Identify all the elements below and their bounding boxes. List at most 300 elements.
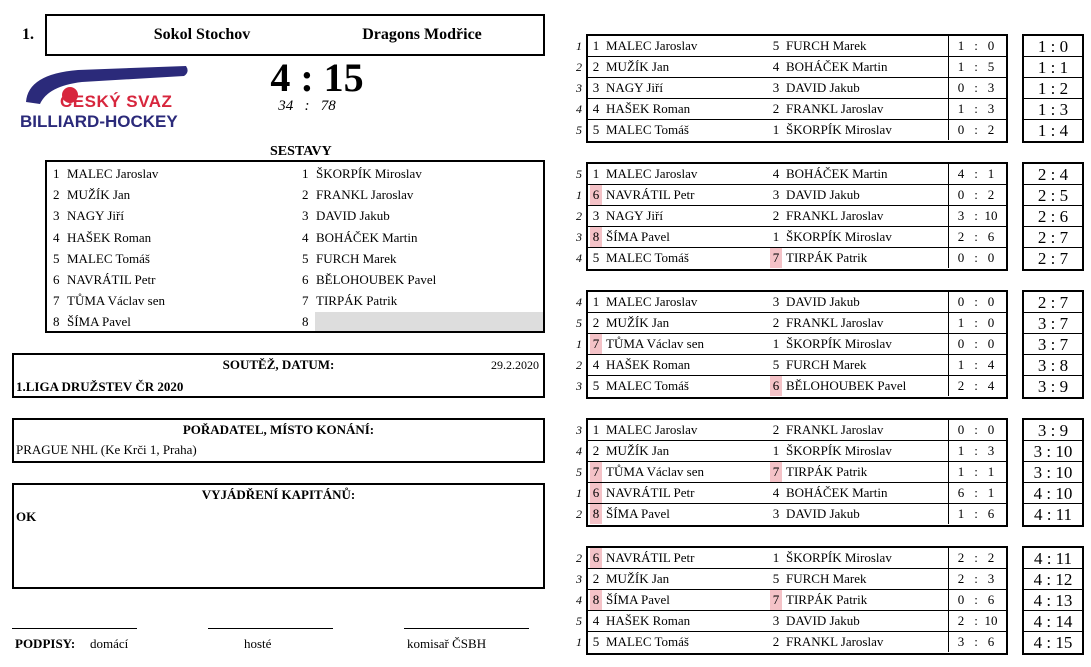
home-player-number: 8: [590, 504, 602, 524]
home-player-name: NAVRÁTIL Petr: [606, 550, 695, 565]
game-score-colon: :: [974, 229, 978, 244]
player-number: 7: [302, 293, 309, 309]
home-player: [590, 78, 663, 98]
round-cumulative-box: [1022, 162, 1084, 271]
game-score-home: 0: [957, 250, 965, 265]
game-score-away: 4: [987, 378, 995, 393]
game-score-colon: :: [974, 336, 978, 351]
round-cumulative-box: [1022, 418, 1084, 527]
cumulative-score: 2 : 7: [1024, 227, 1082, 248]
away-player-name: FRANKL Jaroslav: [786, 634, 884, 649]
home-player-number: 5: [592, 122, 600, 137]
game-score-away: 4: [987, 357, 995, 372]
game-row: [588, 313, 1006, 334]
round-games-box: [586, 418, 1008, 527]
home-team-name: Sokol Stochov: [153, 26, 251, 43]
rotation-number: 5: [576, 465, 582, 479]
rotation-number: 5: [576, 167, 582, 181]
away-player-name: FURCH Marek: [786, 571, 867, 586]
game-row: [588, 590, 1006, 611]
game-score-away: 5: [987, 59, 995, 74]
away-player-name: DAVID Jakub: [786, 294, 860, 309]
player-name: TŮMA Václav sen: [67, 293, 165, 309]
rotation-number: 3: [576, 379, 582, 393]
away-lineup-row: [302, 248, 397, 269]
player-name: BĚLOHOUBEK Pavel: [316, 272, 437, 287]
away-player: [770, 334, 892, 354]
away-lineup-row: [302, 227, 417, 248]
match-date: 29.2.2020: [491, 358, 539, 372]
game-score-away: 6: [987, 634, 995, 649]
away-player: [770, 611, 860, 631]
game-score-colon: :: [974, 443, 978, 458]
home-player-number: 7: [590, 462, 602, 482]
game-score-away: 0: [987, 250, 995, 265]
rotation-number: 2: [576, 60, 582, 74]
rotation-number: 1: [576, 635, 582, 649]
game-score-colon: :: [974, 59, 978, 74]
home-player: [590, 185, 694, 205]
rotation-number: 5: [576, 123, 582, 137]
round-games-box: [586, 546, 1008, 655]
game-score-away: 2: [987, 550, 995, 565]
cumulative-score: 2 : 4: [1024, 164, 1082, 185]
game-score-away: 0: [987, 294, 995, 309]
cumulative-score: 3 : 7: [1024, 313, 1082, 334]
game-score-away: 0: [987, 422, 995, 437]
rotation-number: 3: [576, 81, 582, 95]
home-player-number: 5: [592, 250, 600, 265]
signature-away-label: hosté: [244, 636, 272, 651]
organizer-title: POŘADATEL, MÍSTO KONÁNÍ:: [182, 422, 375, 437]
home-lineup-row: [53, 227, 151, 248]
away-player: [770, 248, 867, 268]
game-score-colon: :: [974, 485, 978, 500]
game-score-home: 2: [957, 571, 965, 586]
away-player-name: TIRPÁK Patrik: [786, 592, 868, 607]
captains-title: VYJÁDŘENÍ KAPITÁNŮ:: [201, 487, 356, 502]
game-score-away: 0: [987, 336, 995, 351]
game-score-home: 1: [957, 38, 965, 53]
home-player-name: HAŠEK Roman: [606, 101, 691, 116]
away-player-name: FRANKL Jaroslav: [786, 422, 884, 437]
home-player-number: 6: [590, 483, 602, 503]
rotation-number: 4: [576, 444, 582, 458]
home-player: [590, 462, 704, 482]
away-player-number: 2: [772, 101, 780, 116]
home-player-name: HAŠEK Roman: [606, 357, 691, 372]
away-lineup-row: [302, 163, 422, 184]
game-score-home: 0: [957, 336, 965, 351]
goal-score-home: 34: [278, 98, 294, 114]
home-player-number: 4: [592, 357, 600, 372]
game-score-home: 1: [957, 443, 965, 458]
lineups-title: SESTAVY: [270, 144, 332, 159]
rotation-number: 2: [576, 507, 582, 521]
game-score-colon: :: [974, 378, 978, 393]
cumulative-score: 2 : 6: [1024, 206, 1082, 227]
away-player: [770, 227, 892, 247]
away-player-number: 1: [772, 443, 780, 458]
game-score-away: 2: [987, 122, 995, 137]
home-player: [590, 611, 690, 631]
cumulative-score: 4 : 14: [1024, 611, 1082, 632]
game-score-colon: :: [974, 613, 978, 628]
away-player-name: TIRPÁK Patrik: [786, 464, 868, 479]
game-score-away: 2: [987, 187, 995, 202]
away-player-number: 3: [772, 80, 780, 95]
home-lineup-row: [53, 269, 155, 290]
away-player-name: FURCH Marek: [786, 357, 867, 372]
home-lineup-row: [53, 290, 165, 311]
cumulative-score: 3 : 10: [1024, 441, 1082, 462]
rotation-number: 5: [576, 614, 582, 628]
player-name: TIRPÁK Patrik: [316, 293, 398, 309]
home-player: [590, 206, 663, 226]
game-score-colon: :: [974, 80, 978, 95]
home-player: [590, 355, 690, 375]
home-player-name: NAGY Jiří: [606, 80, 663, 95]
away-player-number: 6: [770, 376, 782, 396]
player-number: 3: [53, 208, 60, 224]
away-player-number: 2: [772, 422, 780, 437]
competition-box: [12, 353, 545, 398]
home-player-name: MALEC Tomáš: [606, 250, 689, 265]
home-player-name: ŠÍMA Pavel: [606, 229, 670, 244]
away-player-number: 7: [770, 590, 782, 610]
home-player: [590, 99, 690, 119]
game-score-home: 2: [957, 550, 965, 565]
away-player-number: 5: [772, 571, 780, 586]
home-player-name: NAVRÁTIL Petr: [606, 187, 695, 202]
game-row: [588, 483, 1006, 504]
game-score-home: 2: [957, 613, 965, 628]
away-player: [770, 99, 883, 119]
game-score-colon: :: [974, 357, 978, 372]
game-score-colon: :: [974, 38, 978, 53]
away-player: [770, 164, 887, 184]
rotation-number: 2: [576, 551, 582, 565]
signature-line-commissioner: [404, 628, 529, 629]
player-name: BOHÁČEK Martin: [316, 229, 418, 245]
game-score-away: 0: [987, 38, 995, 53]
game-score-colon: :: [974, 166, 978, 181]
game-score-home: 1: [957, 101, 965, 116]
away-player: [770, 504, 860, 524]
game-score-home: 1: [957, 315, 965, 330]
captains-value: OK: [16, 509, 37, 524]
rotation-number: 1: [576, 39, 582, 53]
game-score-colon: :: [974, 208, 978, 223]
game-score-away: 6: [987, 229, 995, 244]
away-player-number: 1: [772, 336, 780, 351]
game-score-colon: :: [974, 592, 978, 607]
game-score-away: 3: [987, 571, 995, 586]
home-player-name: MALEC Tomáš: [606, 378, 689, 393]
away-player-number: 5: [772, 357, 780, 372]
away-player-name: ŠKORPÍK Miroslav: [786, 443, 892, 458]
signature-commissioner-label: komisař ČSBH: [407, 636, 487, 651]
away-player-number: 2: [772, 208, 780, 223]
round-cumulative-box: [1022, 34, 1084, 143]
rotation-number: 3: [576, 572, 582, 586]
game-score-away: 3: [987, 101, 995, 116]
home-player-number: 2: [592, 571, 600, 586]
game-row: [588, 36, 1006, 57]
signature-line-home: [12, 628, 137, 629]
away-player-number: 3: [772, 187, 780, 202]
game-score-home: 1: [957, 357, 965, 372]
home-player-name: MUŽÍK Jan: [606, 443, 670, 458]
game-score-colon: :: [974, 187, 978, 202]
signature-line-away: [208, 628, 333, 629]
away-player-name: BOHÁČEK Martin: [786, 166, 888, 181]
away-player: [770, 78, 860, 98]
round-games-box: [586, 162, 1008, 271]
away-player-name: DAVID Jakub: [786, 613, 860, 628]
logo-text-bottom: BILLIARD-HOCKEY: [20, 112, 178, 131]
home-player-name: MALEC Tomáš: [606, 634, 689, 649]
home-player-name: NAGY Jiří: [606, 208, 663, 223]
cumulative-score: 1 : 2: [1024, 78, 1082, 99]
home-player-number: 1: [592, 38, 600, 53]
game-score-home: 6: [957, 485, 965, 500]
home-player: [590, 57, 669, 77]
game-score-home: 0: [957, 122, 965, 137]
cumulative-score: 1 : 0: [1024, 36, 1082, 57]
rotation-number: 1: [576, 486, 582, 500]
away-player: [770, 206, 883, 226]
game-score-away: 3: [987, 80, 995, 95]
home-player-name: MUŽÍK Jan: [606, 571, 670, 586]
game-score-away: 6: [987, 506, 995, 521]
home-player: [590, 313, 669, 333]
player-number: 8: [53, 314, 60, 330]
game-row: [588, 334, 1006, 355]
game-score-away: 3: [987, 443, 995, 458]
away-player-number: 5: [772, 38, 780, 53]
player-number: 7: [53, 293, 60, 309]
game-row: [588, 355, 1006, 376]
cumulative-score: 4 : 10: [1024, 483, 1082, 504]
home-player-name: MUŽÍK Jan: [606, 59, 670, 74]
home-player-number: 4: [592, 613, 600, 628]
home-player-name: NAVRÁTIL Petr: [606, 485, 695, 500]
away-player: [770, 441, 892, 461]
game-row: [588, 548, 1006, 569]
rotation-number: 2: [576, 209, 582, 223]
game-score-home: 0: [957, 294, 965, 309]
cumulative-score: 4 : 13: [1024, 590, 1082, 611]
away-player-name: TIRPÁK Patrik: [786, 250, 868, 265]
round-games-box: [586, 34, 1008, 143]
away-player: [770, 483, 887, 503]
round-cumulative-box: [1022, 546, 1084, 655]
home-player-number: 3: [592, 208, 600, 223]
away-player: [770, 632, 883, 652]
away-lineup-row: [302, 290, 397, 311]
player-name: NAGY Jiří: [67, 208, 124, 224]
away-player: [770, 185, 860, 205]
away-player: [770, 420, 883, 440]
home-player-number: 2: [592, 59, 600, 74]
player-name: FRANKL Jaroslav: [316, 187, 414, 203]
home-player: [590, 334, 704, 354]
game-row: [588, 611, 1006, 632]
cumulative-score: 2 : 5: [1024, 185, 1082, 206]
cumulative-score: 3 : 9: [1024, 420, 1082, 441]
player-number: 6: [53, 272, 60, 287]
home-player: [590, 441, 669, 461]
away-player-name: ŠKORPÍK Miroslav: [786, 550, 892, 565]
player-number: 5: [302, 250, 309, 266]
away-player-name: FRANKL Jaroslav: [786, 101, 884, 116]
away-player-name: FRANKL Jaroslav: [786, 315, 884, 330]
home-player: [590, 164, 697, 184]
player-number: 6: [302, 272, 309, 287]
game-score-colon: :: [974, 294, 978, 309]
away-player-number: 3: [772, 613, 780, 628]
game-row: [588, 292, 1006, 313]
home-lineup-row: [53, 311, 131, 332]
player-name: MUŽÍK Jan: [67, 187, 131, 203]
rotation-number: 4: [576, 593, 582, 607]
away-lineup-row: [302, 184, 413, 205]
game-score-home: 3: [957, 634, 965, 649]
game-row: [588, 420, 1006, 441]
cumulative-score: 3 : 9: [1037, 377, 1069, 396]
rotation-number: 1: [576, 337, 582, 351]
game-score-home: 0: [957, 422, 965, 437]
home-player-name: MALEC Tomáš: [606, 122, 689, 137]
home-player-name: MALEC Jaroslav: [606, 166, 698, 181]
home-player-number: 1: [592, 422, 600, 437]
home-player: [590, 292, 697, 312]
game-row: [588, 99, 1006, 120]
home-player-number: 5: [592, 634, 600, 649]
away-player: [770, 36, 867, 56]
signatures-label: PODPISY:: [15, 636, 76, 651]
away-player-name: BOHÁČEK Martin: [786, 59, 888, 74]
goal-score-separator: :: [304, 98, 310, 114]
away-player-name: BOHÁČEK Martin: [786, 485, 888, 500]
competition-value: 1.LIGA DRUŽSTEV ČR 2020: [16, 379, 184, 394]
player-number: 4: [302, 229, 309, 245]
home-player-number: 1: [592, 294, 600, 309]
home-player: [590, 504, 670, 524]
game-row: [588, 78, 1006, 99]
away-player-name: DAVID Jakub: [786, 187, 860, 202]
away-player-number: 4: [772, 485, 780, 500]
away-player: [770, 313, 883, 333]
away-player-name: ŠKORPÍK Miroslav: [786, 336, 892, 351]
goal-score: [262, 98, 352, 115]
home-player-number: 1: [592, 166, 600, 181]
final-score: 4 : 15: [270, 55, 364, 100]
rotation-number: 3: [576, 230, 582, 244]
cumulative-score: 4 : 11: [1033, 505, 1073, 524]
home-player: [590, 227, 670, 247]
game-score-colon: :: [974, 550, 978, 565]
game-row: [588, 164, 1006, 185]
rotation-number: 4: [576, 102, 582, 116]
game-score-colon: :: [974, 634, 978, 649]
away-player-number: 1: [772, 229, 780, 244]
game-score-away: 10: [984, 208, 998, 223]
round-games-box: [586, 290, 1008, 399]
away-player-name: DAVID Jakub: [786, 80, 860, 95]
home-player: [590, 36, 697, 56]
game-row: [588, 57, 1006, 78]
home-player-name: MALEC Jaroslav: [606, 294, 698, 309]
home-player: [590, 248, 689, 268]
game-score-home: 2: [957, 229, 965, 244]
round-cumulative-box: [1022, 290, 1084, 399]
rotation-number: 3: [576, 423, 582, 437]
cumulative-score: 1 : 1: [1024, 57, 1082, 78]
home-player-name: TŮMA Václav sen: [606, 336, 704, 351]
teams-box: [45, 14, 545, 56]
home-player-name: ŠÍMA Pavel: [606, 506, 670, 521]
home-player-name: ŠÍMA Pavel: [606, 592, 670, 607]
game-score-home: 1: [957, 464, 965, 479]
away-player-number: 2: [772, 634, 780, 649]
game-score-home: 2: [957, 378, 965, 393]
game-score-colon: :: [974, 464, 978, 479]
home-player-number: 2: [592, 315, 600, 330]
player-name: DAVID Jakub: [316, 208, 390, 224]
cumulative-score: 1 : 3: [1024, 99, 1082, 120]
game-score-away: 6: [987, 592, 995, 607]
goal-score-away: 78: [320, 98, 336, 114]
logo-text-top: ČESKÝ SVAZ: [60, 92, 173, 111]
away-player-number: 3: [772, 506, 780, 521]
home-player-name: TŮMA Václav sen: [606, 464, 704, 479]
away-player-name: FRANKL Jaroslav: [786, 208, 884, 223]
player-number: 2: [53, 187, 60, 203]
home-player-number: 3: [592, 80, 600, 95]
player-name: FURCH Marek: [316, 250, 397, 266]
away-lineup-row: [302, 205, 390, 226]
player-name: MALEC Tomáš: [67, 250, 150, 266]
rotation-number: 5: [576, 316, 582, 330]
game-score-home: 0: [957, 592, 965, 607]
player-name: NAVRÁTIL Petr: [67, 272, 156, 287]
cumulative-score: 3 : 10: [1024, 462, 1082, 483]
game-score-colon: :: [974, 506, 978, 521]
away-player: [770, 57, 887, 77]
player-number: 2: [302, 187, 309, 203]
away-player-number: 7: [770, 462, 782, 482]
cumulative-score: 4 : 11: [1024, 548, 1082, 569]
home-player-name: MUŽÍK Jan: [606, 315, 670, 330]
home-player-number: 2: [592, 443, 600, 458]
cumulative-score: 1 : 4: [1037, 121, 1069, 140]
away-player-name: ŠKORPÍK Miroslav: [786, 122, 892, 137]
home-player-number: 8: [590, 227, 602, 247]
game-score-colon: :: [974, 250, 978, 265]
away-player: [770, 120, 892, 140]
away-player: [770, 292, 860, 312]
away-player-number: 4: [772, 59, 780, 74]
away-player-name: DAVID Jakub: [786, 506, 860, 521]
home-lineup-row: [53, 184, 130, 205]
cumulative-score: 2 : 7: [1037, 249, 1069, 268]
home-player-number: 8: [590, 590, 602, 610]
home-lineup-row: [53, 205, 124, 226]
player-number: 8: [302, 314, 309, 330]
game-score-home: 1: [957, 506, 965, 521]
